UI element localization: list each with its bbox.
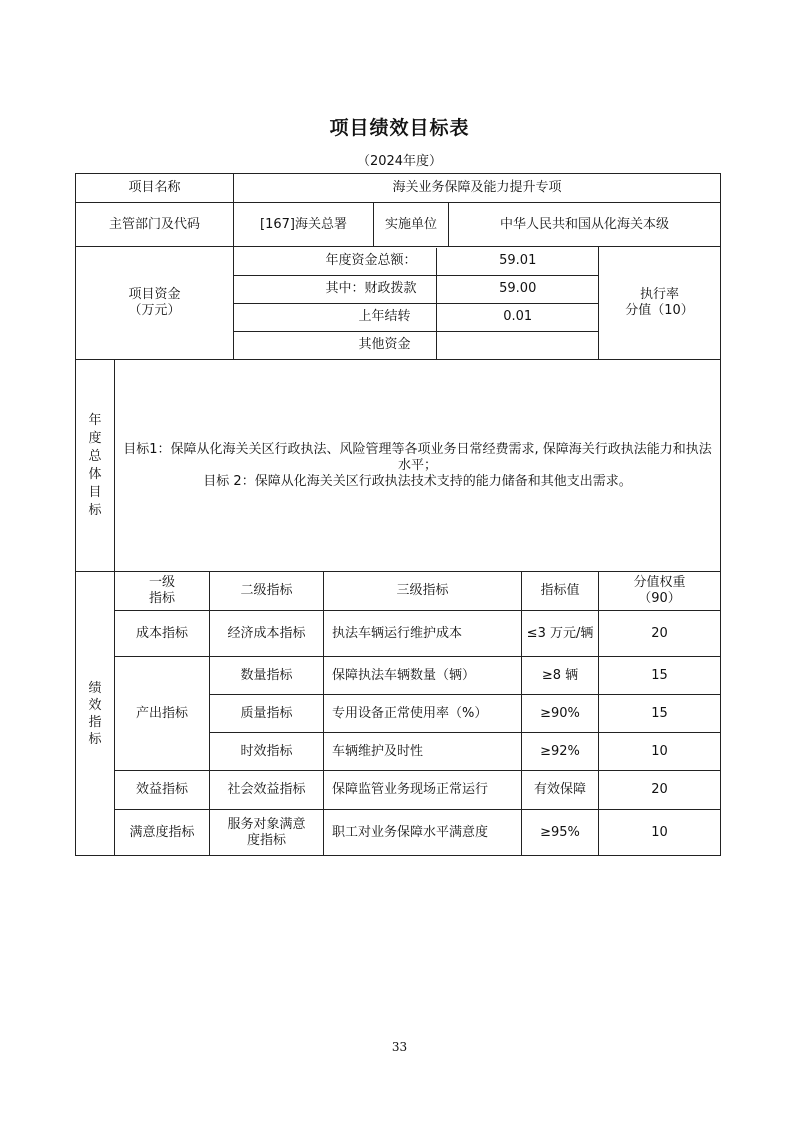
dept-unit-row	[76, 203, 721, 247]
annual-goal-2: 目标 2：保障从化海关关区行政执法技术支持的能力储备和其他支出需求。	[203, 473, 632, 489]
page-subtitle: （2024年度）	[356, 154, 443, 169]
indicator-weight: 20	[599, 611, 721, 657]
funds-fiscal-label: 其中：财政拨款	[234, 275, 437, 303]
indicator-value: ≥95%	[522, 810, 599, 856]
funds-total-label: 年度资金总额：	[234, 248, 437, 276]
indicator-level3: 专用设备正常使用率（%）	[324, 695, 522, 733]
indicator-weight: 20	[599, 771, 721, 810]
funds-label-line2: （万元）	[128, 303, 181, 318]
execution-rate-label: 执行率	[640, 287, 680, 302]
indicator-level1: 满意度指标	[115, 810, 210, 856]
indicator-level1: 效益指标	[115, 771, 210, 810]
project-name-label: 项目名称	[76, 174, 234, 203]
annual-goal-row	[76, 360, 721, 572]
funds-total-value: 59.01	[437, 248, 598, 276]
indicator-level3: 执法车辆运行维护成本	[324, 611, 522, 657]
table-row	[76, 771, 721, 810]
header-weight: 分值权重（90）	[599, 572, 721, 611]
performance-goal-table	[75, 173, 721, 856]
performance-label	[76, 572, 115, 856]
header-level1: 一级指标	[115, 572, 210, 611]
dept-label: 主管部门及代码	[76, 203, 234, 247]
project-name-row	[76, 174, 721, 203]
execution-rate-cell	[599, 247, 721, 360]
header-value: 指标值	[522, 572, 599, 611]
indicator-level2: 服务对象满意度指标	[210, 810, 324, 856]
indicator-weight: 15	[599, 695, 721, 733]
performance-header-row	[76, 572, 721, 611]
indicator-level3: 职工对业务保障水平满意度	[324, 810, 522, 856]
annual-goal-label	[76, 360, 115, 572]
indicator-weight: 15	[599, 657, 721, 695]
indicator-value: ≥90%	[522, 695, 599, 733]
indicator-level3: 保障监管业务现场正常运行	[324, 771, 522, 810]
annual-goal-content	[115, 360, 721, 572]
indicator-level2: 社会效益指标	[210, 771, 324, 810]
indicator-level3: 车辆维护及时性	[324, 733, 522, 771]
execution-rate-score: 分值（10）	[625, 303, 694, 318]
indicator-level3: 保障执法车辆数量（辆）	[324, 657, 522, 695]
funds-detail	[234, 247, 599, 360]
table-row	[76, 611, 721, 657]
indicator-level1: 成本指标	[115, 611, 210, 657]
funds-other-value	[437, 331, 598, 359]
funds-carryover-label: 上年结转	[234, 303, 437, 331]
funds-fiscal-value: 59.00	[437, 275, 598, 303]
funds-row	[76, 247, 721, 360]
funds-label	[76, 247, 234, 360]
table-row	[76, 657, 721, 695]
funds-other-label: 其他资金	[234, 331, 437, 359]
indicator-value: ≤3 万元/辆	[522, 611, 599, 657]
table-row	[76, 810, 721, 856]
unit-value: 中华人民共和国从化海关本级	[449, 203, 721, 247]
performance-label-text: 绩效指标	[88, 680, 102, 747]
indicator-level2: 数量指标	[210, 657, 324, 695]
indicator-level2: 质量指标	[210, 695, 324, 733]
funds-label-line1: 项目资金	[128, 287, 181, 302]
indicator-value: 有效保障	[522, 771, 599, 810]
indicator-weight: 10	[599, 733, 721, 771]
funds-table	[234, 248, 598, 359]
header-level2: 二级指标	[210, 572, 324, 611]
header-level3: 三级指标	[324, 572, 522, 611]
indicator-value: ≥92%	[522, 733, 599, 771]
page-number: 33	[391, 1040, 408, 1054]
dept-value: [167]海关总署	[234, 203, 374, 247]
annual-goal-1: 目标1：保障从化海关关区行政执法、风险管理等各项业务日常经费需求, 保障海关行政执法能力和执法水平；	[123, 441, 712, 473]
annual-goal-label-text: 年度总体目标	[88, 412, 102, 518]
indicator-level2: 经济成本指标	[210, 611, 324, 657]
funds-row-fiscal	[234, 275, 598, 303]
funds-row-carryover	[234, 303, 598, 331]
indicator-level2: 时效指标	[210, 733, 324, 771]
unit-label: 实施单位	[374, 203, 449, 247]
page-title: 项目绩效目标表	[329, 117, 470, 139]
indicator-value: ≥8 辆	[522, 657, 599, 695]
funds-carryover-value: 0.01	[437, 303, 598, 331]
funds-row-total	[234, 248, 598, 276]
indicator-weight: 10	[599, 810, 721, 856]
project-name-value: 海关业务保障及能力提升专项	[234, 174, 721, 203]
funds-row-other	[234, 331, 598, 359]
indicator-level1: 产出指标	[115, 657, 210, 771]
